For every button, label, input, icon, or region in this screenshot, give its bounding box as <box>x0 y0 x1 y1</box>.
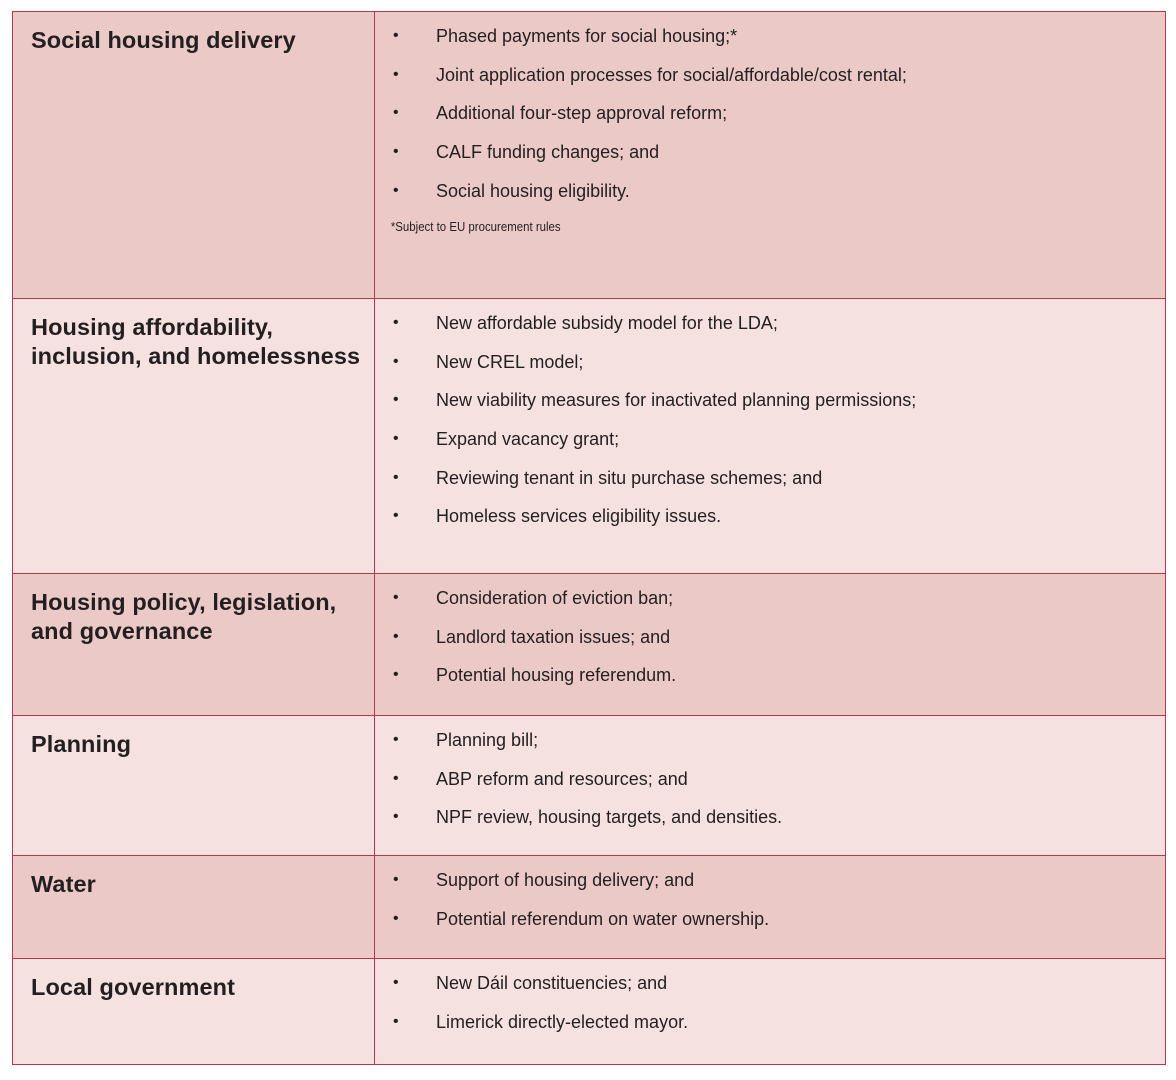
bullet-icon: • <box>393 666 399 684</box>
bullet-icon: • <box>393 871 399 888</box>
list-item-text: Reviewing tenant in situ purchase schemes; and <box>436 467 823 488</box>
list-item <box>375 807 1165 827</box>
row-heading-text: Water <box>31 871 96 897</box>
list-item <box>375 352 1165 372</box>
list-item-text: Potential housing referendum. <box>436 665 677 686</box>
bullet-list <box>375 716 1165 827</box>
list-item-text: New viability measures for inactivated planning permissions; <box>436 390 917 411</box>
list-item-text: New Dáil constituencies; and <box>436 973 668 993</box>
list-item <box>375 26 1165 46</box>
list-item-text: New CREL model; <box>436 351 584 372</box>
bullet-icon: • <box>393 181 399 199</box>
row-heading-housing-policy <box>13 574 375 716</box>
bullet-icon: • <box>393 430 399 448</box>
bullet-icon: • <box>393 507 399 525</box>
bullet-icon: • <box>393 589 399 606</box>
row-items-cell <box>375 959 1166 1065</box>
list-item-text: Joint application processes for social/affordable/cost rental; <box>436 64 907 85</box>
table-row-housing-affordability <box>13 299 1166 574</box>
bullet-icon: • <box>393 314 399 331</box>
row-heading-text: Housing affordability, inclusion, and homelessness <box>31 314 361 369</box>
bullet-icon: • <box>393 104 399 122</box>
list-item <box>375 468 1165 488</box>
bullet-icon: • <box>393 627 399 645</box>
list-item-text: Homeless services eligibility issues. <box>436 506 722 527</box>
table-row-planning <box>13 716 1166 856</box>
bullet-icon: • <box>393 65 399 83</box>
row-items-cell <box>375 716 1166 856</box>
bullet-icon: • <box>393 909 399 927</box>
bullet-icon: • <box>393 1012 399 1030</box>
list-item <box>375 1012 1165 1032</box>
bullet-icon: • <box>393 769 399 787</box>
row-heading-planning <box>13 716 375 856</box>
list-item <box>375 103 1165 123</box>
bullet-icon: • <box>393 352 399 370</box>
list-item <box>375 870 1165 890</box>
list-item-text: ABP reform and resources; and <box>436 768 688 789</box>
list-item-text: New affordable subsidy model for the LDA; <box>436 313 778 333</box>
list-item-text: Limerick directly-elected mayor. <box>436 1011 689 1032</box>
bullet-icon: • <box>393 27 399 44</box>
row-heading-water <box>13 856 375 959</box>
list-item-text: Support of housing delivery; and <box>436 870 695 890</box>
list-item <box>375 588 1165 608</box>
bullet-icon: • <box>393 808 399 826</box>
bullet-list <box>375 959 1165 1032</box>
table-row-housing-policy <box>13 574 1166 716</box>
list-item-text: Potential referendum on water ownership. <box>436 908 770 929</box>
list-item-text: Social housing eligibility. <box>436 180 630 201</box>
row-heading-text: Social housing delivery <box>31 27 296 53</box>
list-item-text: Planning bill; <box>436 730 539 750</box>
list-item <box>375 142 1165 162</box>
bullet-icon: • <box>393 391 399 409</box>
table-body <box>13 12 1166 1065</box>
bullet-list <box>375 12 1165 201</box>
row-heading-text: Housing policy, legislation, and governance <box>31 589 337 644</box>
footnote: *Subject to EU procurement rules <box>390 219 561 235</box>
bullet-list <box>375 574 1165 685</box>
row-heading-text: Planning <box>31 731 132 757</box>
list-item-text: Consideration of eviction ban; <box>436 588 674 608</box>
list-item <box>375 665 1165 685</box>
list-item-text: Landlord taxation issues; and <box>436 626 671 647</box>
bullet-icon: • <box>393 143 399 161</box>
list-item-text: Additional four-step approval reform; <box>436 103 728 124</box>
row-heading-social-housing-delivery <box>13 12 375 299</box>
bullet-icon: • <box>393 468 399 486</box>
bullet-list <box>375 299 1165 526</box>
list-item <box>375 627 1165 647</box>
table-row-water <box>13 856 1166 959</box>
table-row-social-housing-delivery <box>13 12 1166 299</box>
list-item <box>375 390 1165 410</box>
row-heading-text: Local government <box>31 974 236 1000</box>
row-heading-housing-affordability <box>13 299 375 574</box>
list-item <box>375 313 1165 333</box>
list-item <box>375 973 1165 993</box>
list-item <box>375 506 1165 526</box>
row-items-cell <box>375 574 1166 716</box>
list-item-text: NPF review, housing targets, and densities. <box>436 807 783 828</box>
bullet-icon: • <box>393 974 399 991</box>
list-item <box>375 769 1165 789</box>
list-item-text: Expand vacancy grant; <box>436 429 620 450</box>
list-item <box>375 730 1165 750</box>
list-item-text: Phased payments for social housing;* <box>436 26 738 46</box>
list-item-text: CALF funding changes; and <box>436 142 660 163</box>
row-items-cell <box>375 856 1166 959</box>
list-item <box>375 429 1165 449</box>
list-item <box>375 65 1165 85</box>
policy-areas-table <box>12 11 1166 1065</box>
row-items-cell <box>375 12 1166 299</box>
list-item <box>375 909 1165 929</box>
row-heading-local-government <box>13 959 375 1065</box>
table-row-local-government <box>13 959 1166 1065</box>
bullet-list <box>375 856 1165 929</box>
row-items-cell <box>375 299 1166 574</box>
bullet-icon: • <box>393 731 399 748</box>
list-item <box>375 181 1165 201</box>
